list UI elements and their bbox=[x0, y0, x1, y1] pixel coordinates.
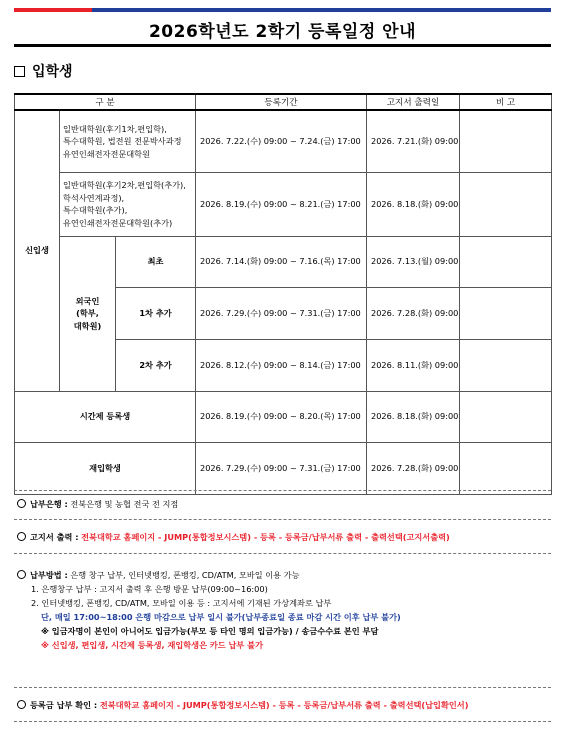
table-row bbox=[15, 172, 552, 236]
top-accent-red bbox=[14, 8, 92, 12]
section-heading bbox=[14, 61, 73, 81]
row-note bbox=[460, 442, 552, 494]
row-issue-date: 2026. 7.28.(화) 09:00 bbox=[367, 287, 460, 339]
row-label: 일반대학원(후기2차,편입학(추가), 학석사연계과정), 특수대학원(추가), 유연인쇄전자전문대학원(추가) bbox=[60, 172, 196, 236]
note-method-text: 은행 창구 납부, 인터넷뱅킹, 폰뱅킹, CD/ATM, 모바일 이용 가능 bbox=[70, 570, 300, 580]
table-header-row bbox=[15, 94, 552, 110]
note-bank-text: 전북은행 및 농협 전국 전 지점 bbox=[70, 499, 179, 509]
table-row bbox=[15, 236, 552, 287]
circle-bullet-icon bbox=[17, 499, 26, 508]
row-period: 2026. 8.12.(수) 09:00 ~ 8.14.(금) 17:00 bbox=[196, 339, 367, 391]
row-label: 재입학생 bbox=[15, 442, 196, 494]
note-method-2: 2. 인터넷뱅킹, 폰뱅킹, CD/ATM, 모바일 이용 등 : 고지서에 기재된 가상계좌로 납부 bbox=[31, 598, 332, 608]
note-confirm-path: 전북대학교 홈페이지 - JUMP(통합정보시스템) - 등록 - 등록금/납부서류 출력 - 출력선택(납입확인서) bbox=[99, 700, 469, 710]
header-period: 등록기간 bbox=[196, 94, 367, 110]
top-accent-blue bbox=[92, 8, 551, 12]
row-period: 2026. 8.19.(수) 09:00 ~ 8.21.(금) 17:00 bbox=[196, 172, 367, 236]
note-method-warning: 단, 매일 17:00~18:00 은행 마감으로 납부 일시 불가(납부종료일 종료 마감 시간 이후 납부 불가) bbox=[41, 612, 401, 622]
note-method: 납부방법 : 은행 창구 납부, 인터넷뱅킹, 폰뱅킹, CD/ATM, 모바일 이용 가능 1. 은행창구 납부 : 고지서 출력 후 은행 방문 납부(09:00~16:00) 2. 인터넷뱅킹, 폰뱅킹, CD/ATM, 모바일 이용 등 : 고지서에 기재된 가상계좌로 납부 단, 매일 17:00~18:00 은행 마감으로 납부 일시 불가(납부종료일 종료 마감 시간 이후 납부 불가) ※ 입금자명이 본인이 아니어도 입금가능(부모 등 타인 명의 입금가능) / 송금수수료 본인 부담 ※ 신입생, 편입생, 시간제 등록생, 재입학생은 카드 납부 불가 bbox=[14, 554, 551, 688]
row-issue-date: 2026. 7.21.(화) 09:00 bbox=[367, 110, 460, 172]
row-issue-date: 2026. 8.11.(화) 09:00 bbox=[367, 339, 460, 391]
row-note bbox=[460, 110, 552, 172]
square-bullet-icon bbox=[14, 66, 25, 77]
row-issue-date: 2026. 7.13.(월) 09:00 bbox=[367, 236, 460, 287]
row-period: 2026. 7.14.(화) 09:00 ~ 7.16.(목) 17:00 bbox=[196, 236, 367, 287]
row-period: 2026. 7.29.(수) 09:00 ~ 7.31.(금) 17:00 bbox=[196, 442, 367, 494]
top-accent-bar bbox=[14, 8, 551, 12]
row-note bbox=[460, 236, 552, 287]
note-method-remark-2: ※ 신입생, 편입생, 시간제 등록생, 재입학생은 카드 납부 불가 bbox=[41, 640, 264, 650]
note-confirm: 등록금 납부 확인 : 전북대학교 홈페이지 - JUMP(통합정보시스템) - 등록 - 등록금/납부서류 출력 - 출력선택(납입확인서) bbox=[14, 688, 551, 722]
group-foreign: 외국인 (학부, 대학원) bbox=[60, 236, 116, 391]
row-label: 일반대학원(후기1차,편입학), 특수대학원, 법전원 전문박사과정 유연인쇄전자전문대학원 bbox=[60, 110, 196, 172]
header-category: 구 분 bbox=[15, 94, 196, 110]
header-issue-date: 고지서 출력일 bbox=[367, 94, 460, 110]
row-label: 시간제 등록생 bbox=[15, 391, 196, 442]
row-label: 1차 추가 bbox=[116, 287, 196, 339]
row-issue-date: 2026. 8.18.(화) 09:00 bbox=[367, 391, 460, 442]
row-note bbox=[460, 287, 552, 339]
group-freshman: 신입생 bbox=[15, 110, 60, 391]
row-note bbox=[460, 339, 552, 391]
table-row bbox=[15, 110, 552, 172]
title-rule bbox=[14, 44, 551, 47]
row-note bbox=[460, 391, 552, 442]
note-method-1: 1. 은행창구 납부 : 고지서 출력 후 은행 방문 납부(09:00~16:00) bbox=[31, 584, 268, 594]
note-bill: 고지서 출력 : 전북대학교 홈페이지 - JUMP(통합정보시스템) - 등록 - 등록금/납부서류 출력 - 출력선택(고지서출력) bbox=[14, 520, 551, 554]
row-label: 최초 bbox=[116, 236, 196, 287]
circle-bullet-icon bbox=[17, 570, 26, 579]
schedule-table bbox=[14, 93, 552, 495]
table-row bbox=[15, 391, 552, 442]
row-issue-date: 2026. 8.18.(화) 09:00 bbox=[367, 172, 460, 236]
row-period: 2026. 7.29.(수) 09:00 ~ 7.31.(금) 17:00 bbox=[196, 287, 367, 339]
circle-bullet-icon bbox=[17, 532, 26, 541]
page-title: 2026학년도 2학기 등록일정 안내 bbox=[148, 22, 417, 42]
row-note bbox=[460, 172, 552, 236]
table-row bbox=[15, 442, 552, 494]
circle-bullet-icon bbox=[17, 700, 26, 709]
row-period: 2026. 7.22.(수) 09:00 ~ 7.24.(금) 17:00 bbox=[196, 110, 367, 172]
note-bank: 납부은행 : 전북은행 및 농협 전국 전 지점 bbox=[14, 490, 551, 520]
row-period: 2026. 8.19.(수) 09:00 ~ 8.20.(목) 17:00 bbox=[196, 391, 367, 442]
header-note: 비 고 bbox=[460, 94, 552, 110]
row-label: 2차 추가 bbox=[116, 339, 196, 391]
notes-section bbox=[14, 490, 551, 722]
row-issue-date: 2026. 7.28.(화) 09:00 bbox=[367, 442, 460, 494]
note-method-remark-1: ※ 입금자명이 본인이 아니어도 입금가능(부모 등 타인 명의 입금가능) / 송금수수료 본인 부담 bbox=[41, 626, 379, 636]
note-bill-path: 전북대학교 홈페이지 - JUMP(통합정보시스템) - 등록 - 등록금/납부서류 출력 - 출력선택(고지서출력) bbox=[81, 532, 450, 542]
section-title: 입학생 bbox=[32, 64, 73, 80]
